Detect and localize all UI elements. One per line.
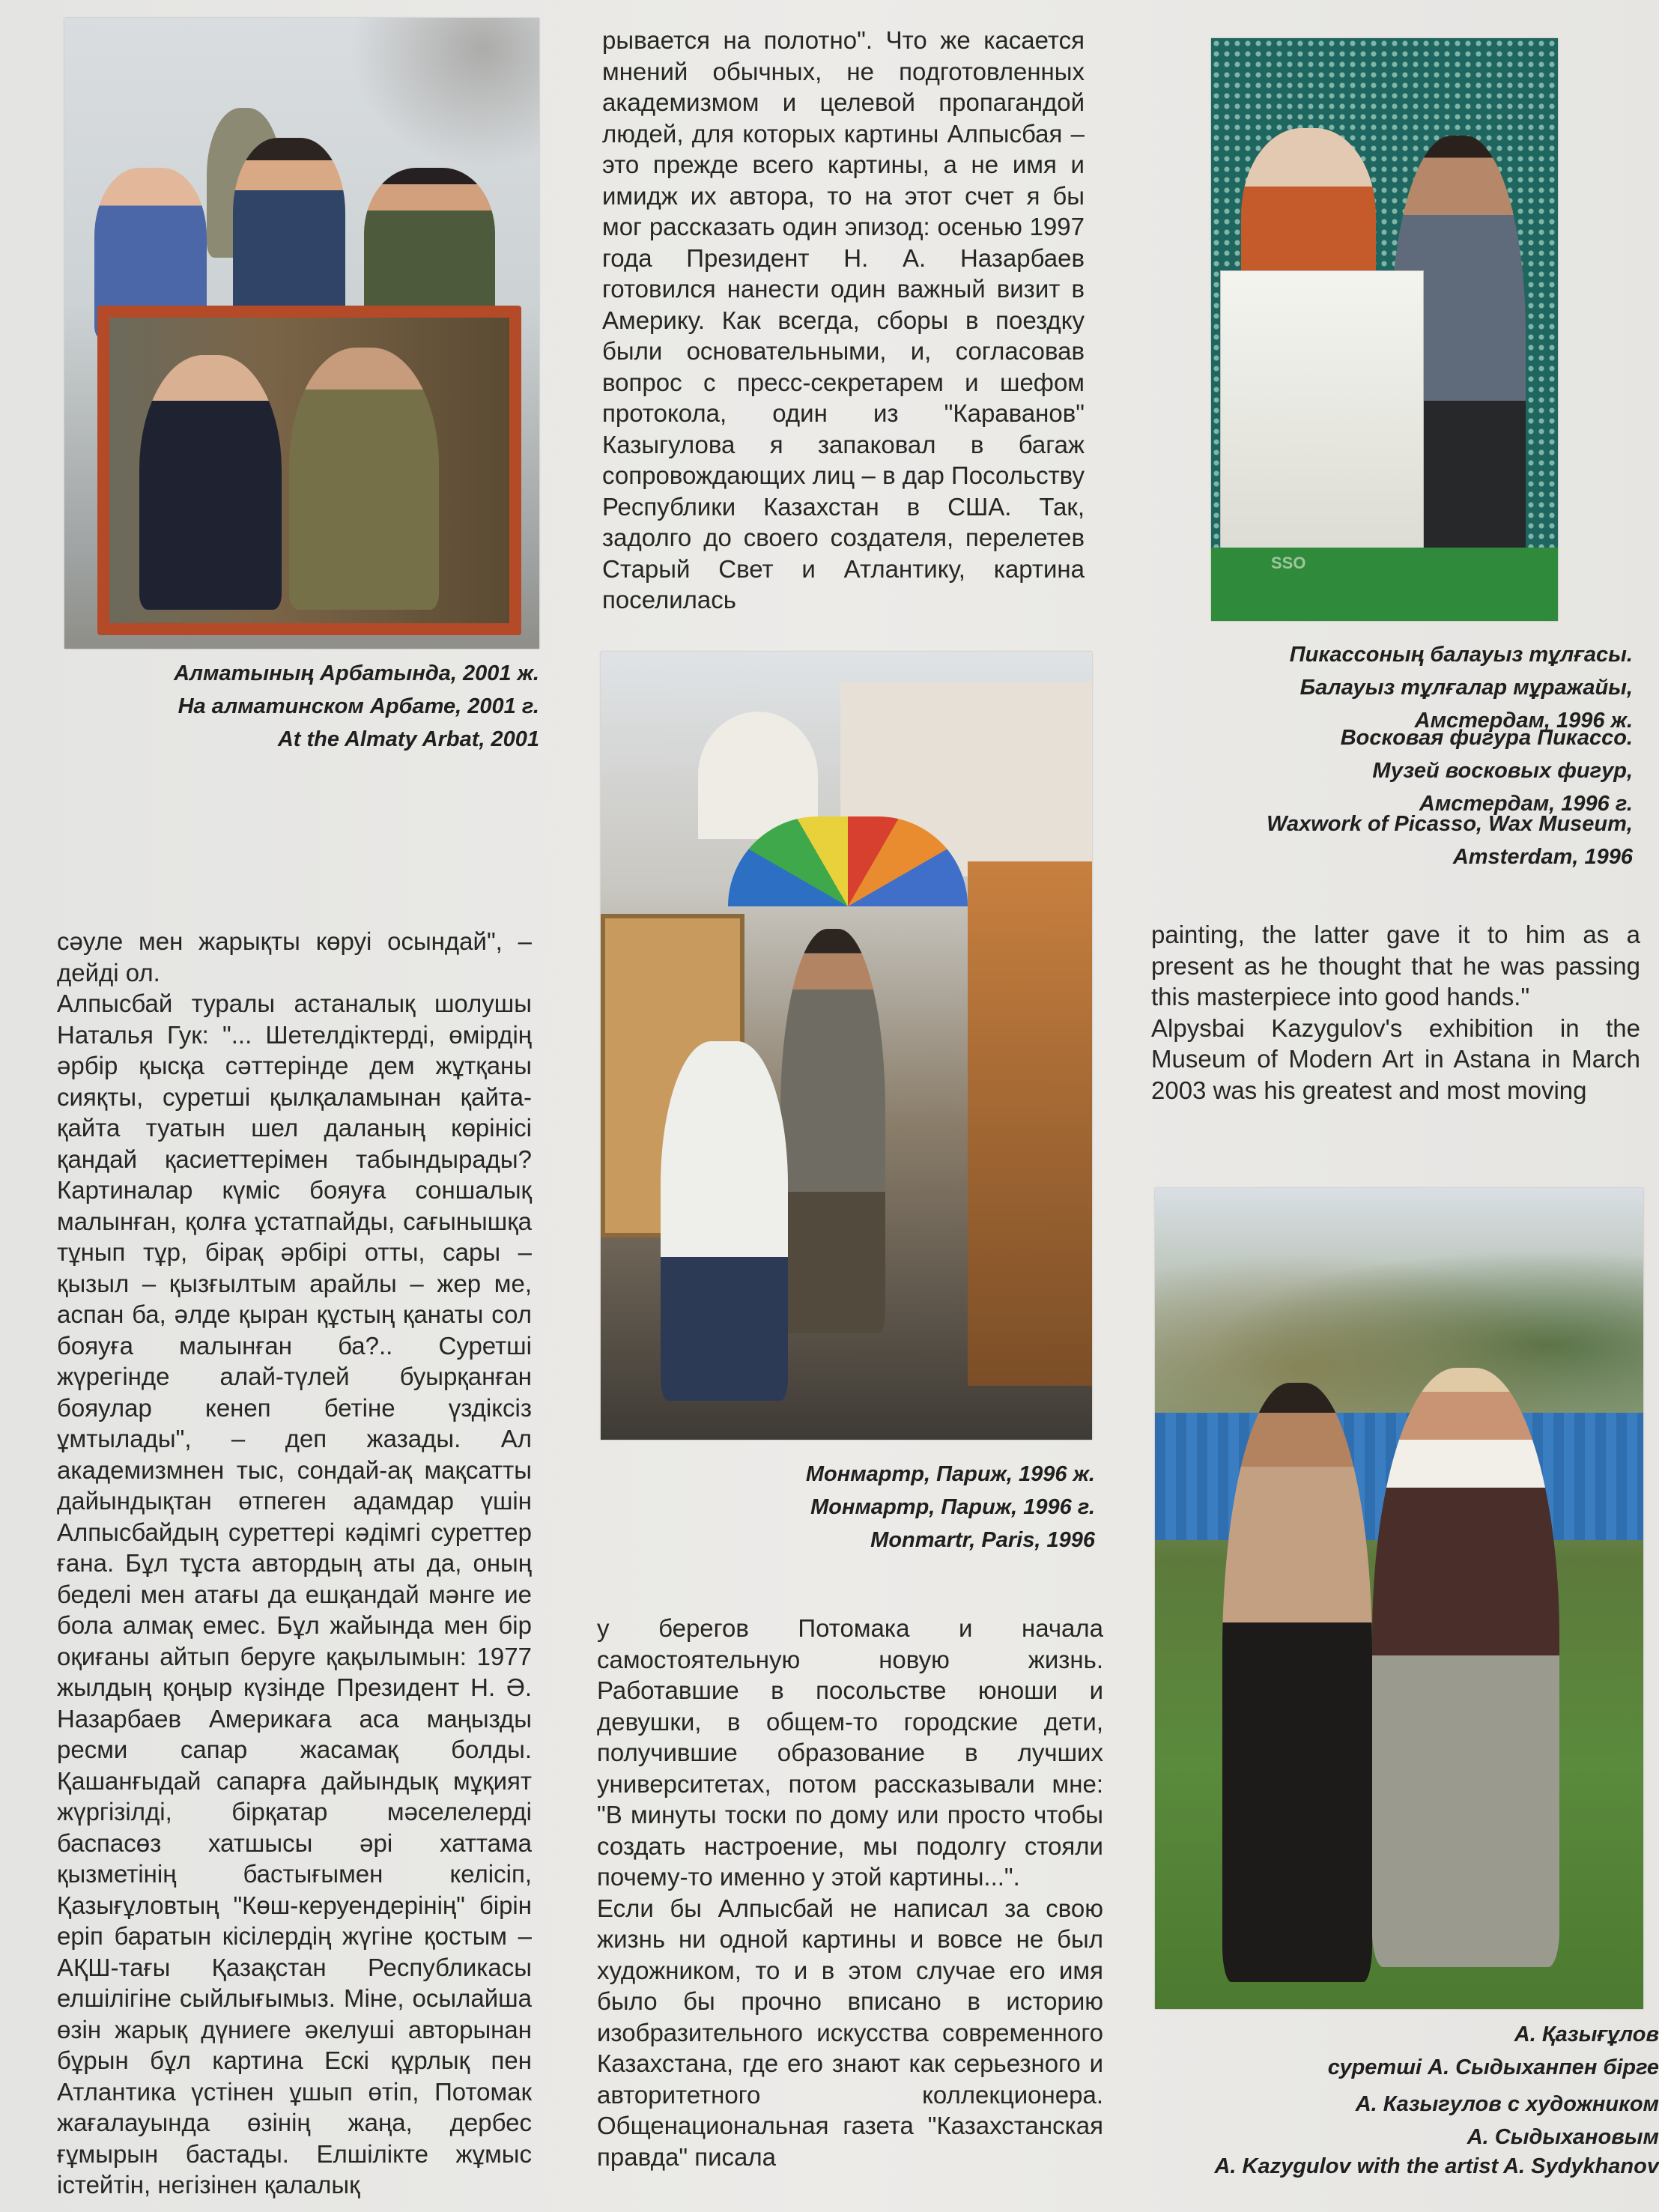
tree-branches xyxy=(349,18,539,168)
caption-picasso-en: Waxwork of Picasso, Wax Museum, Amsterdam, 1996 xyxy=(1267,812,1633,869)
caption-almaty-arbat: Алматының Арбатында, 2001 ж. На алматинском Арбате, 2001 г. At the Almaty Arbat, 2001 xyxy=(174,661,539,751)
caption-artist-ru: А. Казыгулов с художником А. Сыдыхановым xyxy=(1355,2092,1659,2149)
photo-picasso-waxwork xyxy=(1211,38,1558,621)
caption-montmartre: Монмартр, Париж, 1996 ж. Монмартр, Париж, 1996 г. Monmartr, Paris, 1996 xyxy=(805,1462,1095,1552)
caption-artist-en: A. Kazygulov with the artist A. Sydykhanov xyxy=(1214,2154,1659,2178)
caption-artist-kz: А. Қазығұлов суретші А. Сыдыханпен бірге xyxy=(1327,2022,1659,2079)
photo-artist-sydykhanov xyxy=(1155,1188,1643,2009)
green-pedestal xyxy=(1211,548,1558,621)
pedestal-label: SSO xyxy=(1271,554,1306,572)
elder-with-beard xyxy=(1372,1368,1559,1967)
text-ru-bottom: у берегов Потомака и начала самостоятельную новую жизнь. Работавшие в посольстве юноши и девушки, в общем-то городские дети, получившие образование в лучших университетах, потом рассказывали мне: "В минуты тоски по дому или просто чтобы создать настроение, мы подолгу стояли почему-то именно у этой картины...". Если бы Алпысбай не написал за свою жизнь ни одной картины и вовсе не был художником, то и в этом случае его имя было бы прочно вписано в историю изобразительного искусства современного Казахстана, где его знают как серьезного и авторитетного коллекционера. Общенациональная газета "Казахстанская правда" писала xyxy=(597,1614,1103,2171)
person-middle xyxy=(233,138,345,325)
man-in-grey-coat xyxy=(780,929,885,1333)
caption-picasso-kz: Пикассоның балауыз тұлғасы. Балауыз тұлғалар мұражайы, Амстердам, 1996 ж. xyxy=(1289,643,1633,733)
text-en-right: painting, the latter gave it to him as a present as he thought that he was passing this masterpiece into good hands." Alpysbai Kazygulov's exhibition in the Museum of Modern Art in Astana in March 2003 was his greatest and most moving xyxy=(1151,921,1640,1104)
painted-figure-right xyxy=(289,348,439,610)
man-plaid-shirt xyxy=(1222,1383,1372,1982)
text-ru-top: рывается на полотно". Что же касается мнений обычных, не подготовленных академизмом и целевой пропагандой людей, для которых картины Алпысбая – это прежде всего картины, а не имя и имидж их автора, то на этот счет я бы мог рассказать один эпизод: осенью 1997 года Президент Н. А. Назарбаев готовился нанести один важный визит в Америку. Как всегда, сборы в поездку были основательными, и, согласовав вопрос с пресс-секретарем и шефом протокола, один из "Караванов" Казыгулова я запаковал в багаж сопровождающих лиц – в дар Посольству Республики Казахстан в США. Так, задолго до своего создателя, перелетев Старый Свет и Атлантику, картина поселилась xyxy=(602,26,1085,613)
painter-white-coat xyxy=(661,1041,788,1401)
white-sculpture-board xyxy=(1220,270,1424,557)
text-kz-left: сәуле мен жарықты көруі осындай", – дейді ол. Алпысбай туралы астаналық шолушы Наталья Гук: "... Шетелдіктерді, өмірдің әрбір қысқа сәттерінде дем жұтқаны сияқты, суретші қылқаламынан қайта-қайта туатын шел даланың көрінісі қандай қасиеттерімен табындырады? Картиналар күміс бояуға соншалық малынған, қолға ұстатпайды, сағынышқа тұнып тұр, бірақ әрбірі отты, сары – қызыл – қызғылтым арайлы – жер ме, аспан ба, әлде қыран құстың қанаты сол бояуға малынған ба?.. Суретші жүрегінде алай-түлей буырқанған бояулар кенеп бетіне үздіксіз ұмтылады", – деп жазады. Ал академизмнен тыс, сондай-ақ мақсатты дайындықтан өтпеген адамдар үшін Алпысбайдың суреттері кәдімгі суреттер ғана. Бұл тұста автордың аты да, оның беделі мен атағы да ешқандай мәнге ие бола алмақ емес. Бұл жайында мен бір оқиғаны айтып беруге қақылымын: 1977 жылдың қоңыр күзінде Президент Н. Ә. Назарбаев Америкаға аса маңызды ресми сапар жасамақ болды. Қашанғыдай сапарға дайындық мұқият жүргізілді, бірқатар мәселелерді баспасөз хатшысы әрі хаттама қызметінің бастығымен келісіп, Қазығұловтың "Көш-керуендерінің" бірін еріп баратын кісілердің жүгіне қостым – АҚШ-тағы Қазақстан Республикасы елшілігіне сыйлығымыз. Міне, осылайша өзін жарық дүниеге әкелуші авторынан бұрын бұл картина Ескі құрлық пен Атлантика үстінен ұшып өтіп, Потомак жағалауында өзінің жаңа, дербес ғұмырын бастады. Елшілікте жұмыс істейтін, негізінен қалалық xyxy=(57,927,532,2199)
photo-almaty-arbat xyxy=(64,18,539,649)
caption-picasso-ru: Восковая фигура Пикассо. Музей восковых фигур, Амстердам, 1996 г. xyxy=(1340,726,1633,816)
photo-montmartre xyxy=(601,652,1092,1440)
painted-figure-left xyxy=(139,355,282,610)
easel-board-right xyxy=(968,861,1092,1386)
